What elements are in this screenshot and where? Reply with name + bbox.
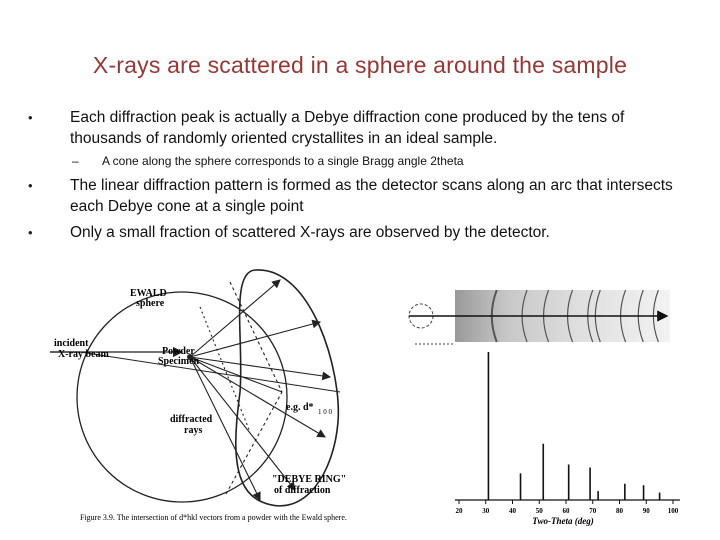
x-tick-label-3: 50 <box>535 507 543 515</box>
bullet-text: Each diffraction peak is actually a Debye diffraction cone produced by the tens of thousands of randomly oriented crystallites in an ideal sample. <box>70 109 625 147</box>
d-star-subscript: 1 0 0 <box>318 408 332 416</box>
bullet-linear-pattern <box>28 175 680 217</box>
x-tick-label-7: 90 <box>642 507 650 515</box>
sub-bullet-cone <box>72 153 662 169</box>
bullet-small-fraction <box>28 222 680 243</box>
x-tick-label-8: 100 <box>667 507 679 515</box>
sub-bullet-text: A cone along the sphere corresponds to a single Bragg angle 2theta <box>102 154 464 168</box>
bullet-symbol: • <box>28 225 33 240</box>
diffraction-pattern-plot <box>445 350 685 530</box>
x-axis-label: Two-Theta (deg) <box>532 516 594 526</box>
bullet-text: The linear diffraction pattern is formed as the detector scans along an arc that intersects each Debye cone at a single point <box>70 177 673 215</box>
d-star-label: e.g. d* <box>286 402 314 413</box>
x-tick-label-2: 40 <box>509 507 516 515</box>
diffracted-label-1: diffracted <box>170 414 213 425</box>
ewald-sphere-figure <box>50 262 390 537</box>
debye-film-strip <box>405 290 675 348</box>
peaks-group <box>488 352 659 500</box>
dash-symbol: – <box>72 154 79 168</box>
x-tick-label-1: 30 <box>482 507 490 515</box>
ticks-group <box>456 500 679 515</box>
debye-ring-label-2: of diffraction <box>274 485 331 496</box>
x-tick-label-4: 60 <box>562 507 570 515</box>
incident-label-1: incident <box>54 338 89 349</box>
slide-title: X-rays are scattered in a sphere around the sample <box>92 52 628 78</box>
ewald-sphere-circle <box>77 292 287 502</box>
powder-label-2: Specimen <box>158 356 200 367</box>
x-tick-label-0: 20 <box>455 507 463 515</box>
figure-caption: Figure 3.9. The intersection of d*hkl vectors from a powder with the Ewald sphere. <box>80 513 347 522</box>
ewald-label-1: EWALD <box>130 288 167 299</box>
bullet-symbol: • <box>28 110 33 125</box>
debye-ring-label-1: "DEBYE RING" <box>272 474 347 485</box>
diffracted-label-2: rays <box>184 425 203 436</box>
bullet-text: Only a small fraction of scattered X-rays are observed by the detector. <box>70 224 550 241</box>
incident-label-2: X-ray beam <box>58 349 109 360</box>
x-tick-label-6: 80 <box>616 507 623 515</box>
powder-label-1: Powder <box>162 346 195 357</box>
bullet-symbol: • <box>28 178 33 193</box>
x-tick-label-5: 70 <box>589 507 597 515</box>
ewald-label-2: sphere <box>136 298 165 309</box>
bullet-debye-cone <box>28 107 680 149</box>
